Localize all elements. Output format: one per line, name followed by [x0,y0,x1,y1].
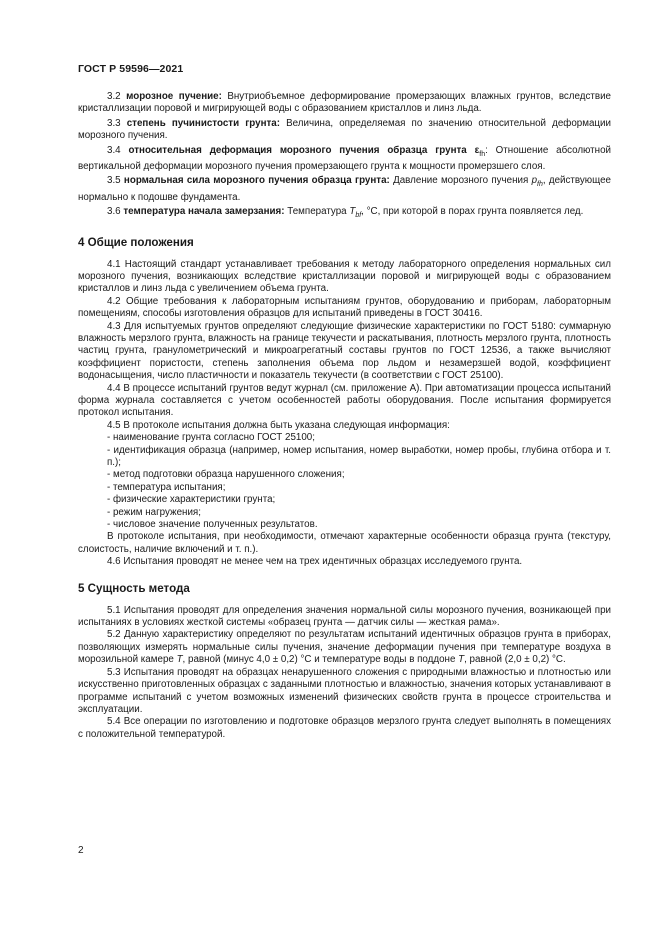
paragraph-5-3: 5.3 Испытания проводят на образцах ненарушенного сложения с природными влажностью и плотностью или искусственно приготовленных образцах с заданными плотностью и влажностью, значения которых устанавливают в программе испытаний с учетом возможных изменений физических свойств грунта в процессе строительства и эксплуатации. [78,666,611,715]
paragraph-4-1: 4.1 Настоящий стандарт устанавливает требования к методу лабораторного определения нормальных сил морозного пучения, возникающих вследствие кристаллизации поровой и мигрирующей воды с образованием кристаллов и линз льда с увеличением объема грунта. [78,258,611,295]
list-item: - температура испытания; [107,481,226,493]
paragraph-4-6: 4.6 Испытания проводят не менее чем на трех идентичных образцах исследуемого грунта. [107,556,523,568]
section-heading-5: 5 Сущность метода [78,581,190,595]
document-header: ГОСТ Р 59596—2021 [78,63,184,75]
section-heading-4: 4 Общие положения [78,235,194,249]
document-body [78,91,611,741]
list-item: - режим нагружения; [107,506,201,518]
paragraph-4-2: 4.2 Общие требования к лабораторным испытаниям грунтов, оборудованию и приборам, лабораторным помещениям, способы изготовления образцов для испытаний приведены в ГОСТ 30416. [78,295,611,320]
paragraph-5-1: 5.1 Испытания проводят для определения значения нормальной силы морозного пучения, возникающей при испытаниях в условиях жесткой системы «образец грунта — датчик силы — жесткая рама». [78,604,611,629]
paragraph-4-5: 4.5 В протоколе испытания должна быть указана следующая информация: [107,419,450,431]
paragraph-4-5-note: В протоколе испытания, при необходимости, отмечают характерные особенности образца грунта (текстуру, слоистость, наличие включений и т. п.). [78,531,611,555]
term: нормальная сила морозного пучения образца грунта: [123,175,390,187]
definition-3-4: 3.4 относительная деформация морозного пучения образца грунта $\varepsilon_{fh}$: Отношение абсолютной вертикальной деформации морозного пучения промерзающего грунта к мощности промерзшего слоя. [78,144,611,172]
definition-3-2: 3.2 морозное пучение: Внутриобъемное деформирование промерзающих влажных грунтов, вследствие кристаллизации поровой и мигрирующей воды с образованием кристаллов и линз льда. [78,91,611,115]
list-item: - физические характеристики грунта; [107,494,276,506]
term: температура начала замерзания: [123,206,285,218]
list-item: - числовое значение полученных результатов. [107,519,318,531]
page-number: 2 [78,845,84,856]
term: морозное пучение: [126,91,222,102]
term: степень пучинистости грунта: [126,117,281,129]
definition-3-5: 3.5 нормальная сила морозного пучения образца грунта: Давление морозного пучения $p_{fh}$, действующее нормально к подошве фундамента. [78,175,611,203]
definition-3-6: 3.6 температура начала замерзания: Температура $T_{bf}$, °С, при которой в порах грунта появляется лед. [107,206,584,220]
list-item: - наименование грунта согласно ГОСТ 25100; [107,432,315,444]
paragraph-4-3: 4.3 Для испытуемых грунтов определяют следующие физические характеристики по ГОСТ 5180: суммарную влажность мерзлого грунта, влажность на границе текучести и раскатывания, плотность мерзлого грунта, плотность частиц грунта, гранулометрический и микроагрегатный составы грунтов по ГОСТ 12536, а также вычисляют коэффициент пористости, степень заполнения объема пор льдом и незамерзшей водой, коэффициент водонасыщения, число пластичности и показатель текучести (в соответствии с ГОСТ 25100). [78,320,611,382]
list-item: - идентификация образца (например, номер испытания, номер выработки, номер пробы, глубина отбора и т. п.); [107,444,611,469]
definition-3-3: 3.3 степень пучинистости грунта: Величина, определяемая по значению относительной деформации морозного пучения. [78,117,611,142]
paragraph-5-2: 5.2 Данную характеристику определяют по результатам испытаний идентичных образцов грунта в приборах, позволяющих измерять нормальные силы пучения, значение деформации пучения при температуре воздуха в морозильной камере T, равной (минус 4,0 ± 0,2) °С и температуре воды в поддоне T, равной (2,0 ± 0,2) °С. [78,629,611,666]
paragraph-4-4: 4.4 В процессе испытаний грунтов ведут журнал (см. приложение А). При автоматизации процесса испытаний форма журнала составляется с учетом особенностей работы оборудования. После испытания формируется протокол испытания. [78,382,611,419]
paragraph-5-4: 5.4 Все операции по изготовлению и подготовке образцов мерзлого грунта следует выполнять в помещениях с положительной температурой. [78,716,611,740]
list-item: - метод подготовки образца нарушенного сложения; [107,469,345,481]
term: относительная деформация морозного пучения образца грунта ε [128,144,480,156]
